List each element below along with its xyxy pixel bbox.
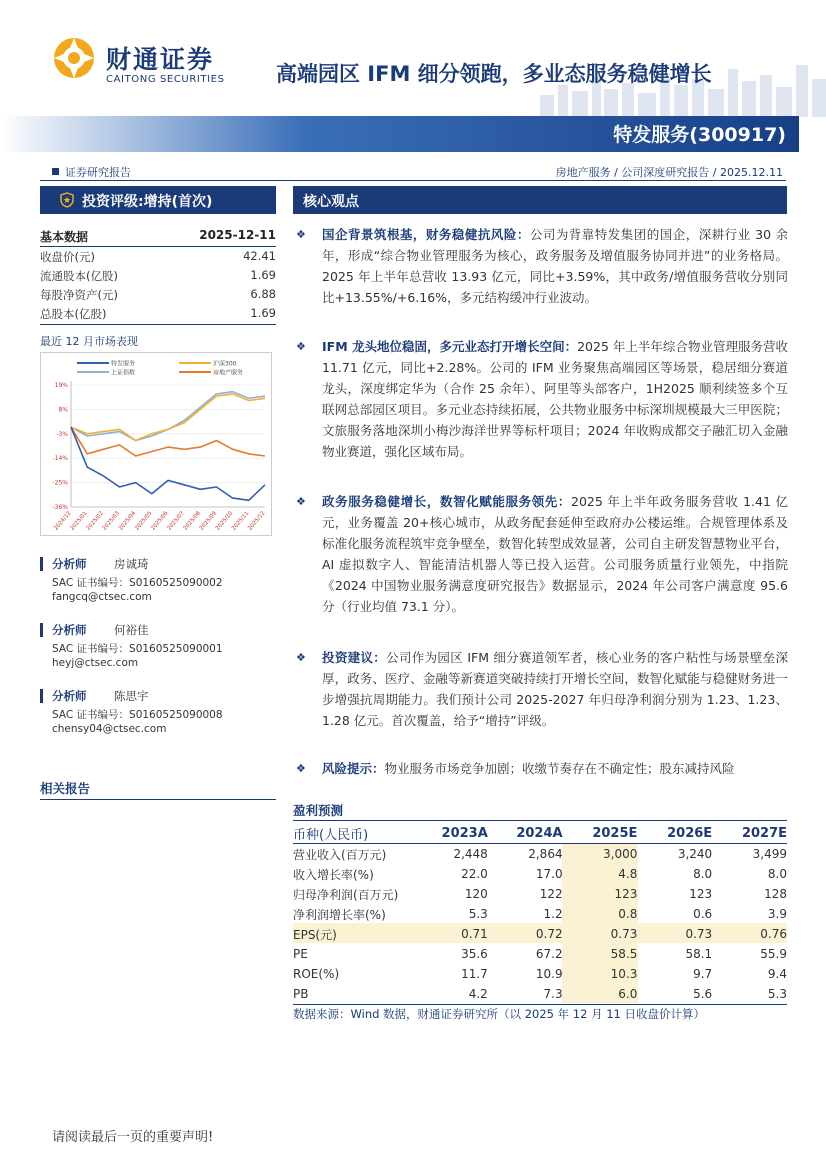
analyst-label: 分析师 [52,623,87,637]
forecast-table [293,823,787,1005]
forecast-header-cell: 2024A [488,823,563,844]
core-point [322,647,788,731]
x-tick-label: 2024/12 [53,510,73,532]
forecast-row-label: PB [293,984,413,1005]
forecast-cell: 58.5 [610,947,638,961]
forecast-cell: 0.72 [535,927,563,941]
forecast-row-label: ROE(%) [293,967,340,981]
analyst-sac: SAC 证书编号：S0160525090008 [52,709,223,721]
core-point-body: 物业服务市场竞争加剧；收缴节奏存在不确定性；股东减持风险 [384,761,735,776]
forecast-row-label: EPS(元) [293,927,337,942]
forecast-cell: 0.76 [760,927,787,941]
forecast-cell: 10.9 [535,967,563,981]
x-tick-label: 2025/08 [182,510,202,532]
forecast-cell: 7.3 [488,984,563,1005]
y-tick-label: 19% [54,382,68,389]
core-point-body: 2025 年上半年综合物业管理服务营收 11.71 亿元，同比+2.28%。公司的 IFM 业务聚焦高端园区等场景，稳居细分赛道龙头，深度绑定华为（合作 25 余年）、阿里等头部客户，1H2025 顺利续签多个互联网总部园区项目。多元业态持续拓展，公共物业服务中标深圳规模最大三甲医院；文旅服务落地深圳小梅沙海洋世界等标杆项目；2024 年收购成都交子融汇切入金融物业赛道，强化区域布局。 [322,339,788,459]
forecast-header-cell: 2023A [413,823,488,844]
forecast-header-row [293,823,787,844]
forecast-cell: 10.3 [610,967,638,981]
data-source-note: 数据来源：Wind 数据，财通证券研究所（以 2025 年 12 月 11 日收盘价计算） [293,1007,706,1021]
forecast-row [293,964,787,984]
forecast-title-rule [293,820,787,821]
report-title: 高端园区 IFM 细分领跑，多业态服务稳健增长 [276,62,712,86]
core-point [322,758,788,779]
diamond-bullet-icon: ❖ [296,762,306,775]
forecast-cell: 1.2 [543,907,563,921]
rating-label: 投资评级:增持(首次) [82,194,213,210]
series-line [71,427,265,500]
core-point-head: 政务服务稳健增长，数智化赋能服务领先： [322,494,572,509]
caitong-logo [52,36,96,80]
basic-data-header [40,228,276,247]
forecast-cell: 8.0 [693,867,713,881]
forecast-cell: 3,240 [677,847,713,861]
forecast-row-label: PE [293,947,308,961]
analyst-name: 何裕佳 [114,623,149,637]
series-line [71,392,265,441]
analyst-label: 分析师 [52,689,87,703]
report-category [52,164,131,180]
basic-data-divider [40,324,276,325]
forecast-row [293,924,787,944]
x-tick-label: 2025/07 [166,510,186,532]
y-tick-label: -36% [52,504,68,511]
core-point-head: 风险提示： [322,761,385,776]
x-tick-label: 2025/01 [69,510,89,532]
forecast-row-label: 营业收入(百万元) [293,847,387,862]
core-view-header [293,186,787,214]
forecast-cell: 128 [764,887,787,901]
forecast-cell: 5.6 [637,984,712,1005]
x-tick-label: 2025/04 [117,510,138,532]
forecast-cell: 9.7 [693,967,713,981]
x-tick-label: 2025/03 [101,510,122,532]
forecast-row-label: 收入增长率(%) [293,867,374,882]
forecast-cell: 120 [464,887,488,901]
forecast-cell: 9.4 [767,967,787,981]
core-point [322,224,788,308]
related-reports-title: 相关报告 [40,781,91,796]
analyst-email[interactable]: fangcq@ctsec.com [52,591,152,603]
forecast-cell: 8.0 [767,867,787,881]
stock-name: 特发服务(300917) [613,124,786,146]
forecast-cell: 122 [539,887,563,901]
y-tick-label: -14% [52,455,68,463]
report-category-text: 证券研究报告 [65,166,131,179]
core-point-body: 2025 年上半年政务服务营收 1.41 亿元，业务覆盖 20+核心城市，从政务配套延伸至政府办公楼运维。合规管理体系及标准化服务流程筑牢竞争壁垒，数智化转型成效显著，公司自主研发智慧物业平台，AI 虚拟数字人、智能清洁机器人等已投入运营。公司服务质量行业领先，中指院《2024 中国物业服务满意度研究报告》数据显示，2024 年公司客户满意度 95.6 分（行业均值 73.1 分）。 [322,494,788,614]
basic-row-value: 1.69 [250,268,276,282]
core-point-head: IFM 龙头地位稳固，多元业态打开增长空间： [322,339,578,354]
header-divider [40,180,786,181]
forecast-cell: 22.0 [461,867,488,881]
y-tick-label: -3% [56,430,68,438]
basic-row-label: 收盘价(元) [40,250,95,264]
basic-data-title: 基本数据 [40,230,89,244]
core-point [322,491,788,617]
forecast-cell: 5.3 [468,907,488,921]
diamond-bullet-icon: ❖ [296,340,306,353]
basic-row [40,287,276,305]
footer-disclaimer: 请阅读最后一页的重要声明! [52,1130,214,1145]
forecast-cell: 0.73 [610,927,638,941]
basic-row-label: 流通股本(亿股) [40,269,118,283]
shield-star-icon [60,192,74,208]
rating-box [40,186,276,214]
basic-row-value: 1.69 [250,306,276,320]
analyst-email[interactable]: heyj@ctsec.com [52,657,139,669]
basic-row [40,249,276,267]
brand-name-en: CAITONG SECURITIES [106,74,225,85]
core-point-head: 国企背景筑根基，财务稳健抗风险： [322,227,530,242]
y-tick-label: 8% [58,406,68,414]
forecast-cell: 0.8 [618,907,638,921]
forecast-cell: 0.73 [685,927,713,941]
forecast-cell: 35.6 [461,947,488,961]
forecast-cell: 11.7 [461,967,488,981]
analyst-name: 房诚琦 [114,557,149,571]
analyst-email[interactable]: chensy04@ctsec.com [52,723,167,735]
legend-label: 上证指数 [111,369,136,377]
basic-row-label: 总股本(亿股) [40,307,107,321]
brand-name-cn: 财通证券 [106,45,215,74]
x-tick-label: 2025/12 [247,510,267,532]
x-tick-label: 2025/10 [214,510,235,532]
x-tick-label: 2025/05 [134,510,154,532]
forecast-cell: 6.0 [563,984,638,1005]
x-tick-label: 2025/02 [85,510,105,532]
basic-data-date: 2025-12-11 [199,228,276,242]
forecast-cell: 17.0 [535,867,563,881]
basic-row-value: 42.41 [243,249,276,263]
basic-row-value: 6.88 [250,287,276,301]
x-tick-label: 2025/06 [150,510,170,532]
forecast-cell: 5.3 [712,984,787,1005]
analyst-marker [40,623,43,637]
core-point [322,336,788,462]
forecast-row [293,904,787,924]
forecast-row [293,884,787,904]
analyst-sac: SAC 证书编号：S0160525090002 [52,577,223,589]
forecast-cell: 123 [689,887,713,901]
diamond-bullet-icon: ❖ [296,651,306,664]
forecast-cell: 3,499 [752,847,787,861]
basic-row-label: 每股净资产(元) [40,288,118,302]
forecast-cell: 0.71 [461,927,488,941]
square-icon [52,168,59,175]
forecast-cell: 123 [614,887,638,901]
forecast-cell: 2,864 [528,847,563,861]
x-tick-label: 2025/09 [198,510,219,532]
legend-label: 特发服务 [111,360,136,368]
basic-row [40,306,276,324]
forecast-cell: 0.6 [693,907,713,921]
forecast-row [293,984,787,1005]
forecast-row [293,844,787,865]
forecast-cell: 3,000 [603,847,638,861]
report-sub-info: 房地产服务 / 公司深度研究报告 / 2025.12.11 [555,166,783,179]
analyst-label: 分析师 [52,557,87,571]
diamond-bullet-icon: ❖ [296,228,306,241]
forecast-row-label: 归母净利润(百万元) [293,887,399,902]
forecast-row [293,864,787,884]
forecast-header-cell: 2025E [563,823,638,844]
forecast-cell: 58.1 [685,947,713,961]
legend-label: 沪深300 [213,360,237,368]
basic-row [40,268,276,286]
forecast-header-cell: 2026E [637,823,712,844]
forecast-cell: 4.8 [618,867,638,881]
forecast-title: 盈利预测 [293,803,344,818]
diamond-bullet-icon: ❖ [296,495,306,508]
core-view-title: 核心观点 [303,194,359,210]
related-reports-divider [40,799,276,800]
forecast-header-cell: 币种(人民币) [293,823,413,844]
legend-label: 房地产服务 [213,369,244,377]
forecast-cell: 55.9 [760,947,787,961]
forecast-cell: 4.2 [413,984,488,1005]
analyst-sac: SAC 证书编号：S0160525090001 [52,643,223,655]
forecast-row [293,944,787,964]
forecast-row-label: 净利润增长率(%) [293,907,386,922]
forecast-cell: 3.9 [767,907,787,921]
core-point-head: 投资建议： [322,650,387,665]
forecast-header-cell: 2027E [712,823,787,844]
market-performance-chart [40,352,272,536]
market-performance-label: 最近 12 月市场表现 [40,335,138,348]
analyst-name: 陈思宇 [114,689,149,703]
y-tick-label: -25% [52,479,68,487]
x-tick-label: 2025/11 [231,510,251,532]
core-point-body: 公司为背靠特发集团的国企，深耕行业 30 余年，形成“综合物业管理服务为核心，政务服务及增值服务协同并进”的业务格局。2025 年上半年总营收 13.93 亿元，同比+3.59%，其中政务/增值服务营收分别同比+13.55%/+6.16%，多元结构缓冲行业波动。 [322,227,788,305]
forecast-cell: 67.2 [535,947,563,961]
core-point-body: 公司作为园区 IFM 细分赛道领军者，核心业务的客户粘性与场景壁垒深厚，政务、医疗、金融等新赛道突破持续打开增长空间，数智化赋能与稳健财务进一步增强抗周期能力。我们预计公司 2025-2027 年归母净利润分别为 1.23、1.23、1.28 亿元。首次覆盖，给予“增持”评级。 [322,650,788,728]
analyst-marker [40,557,43,571]
analyst-marker [40,689,43,703]
forecast-cell: 2,448 [453,847,488,861]
